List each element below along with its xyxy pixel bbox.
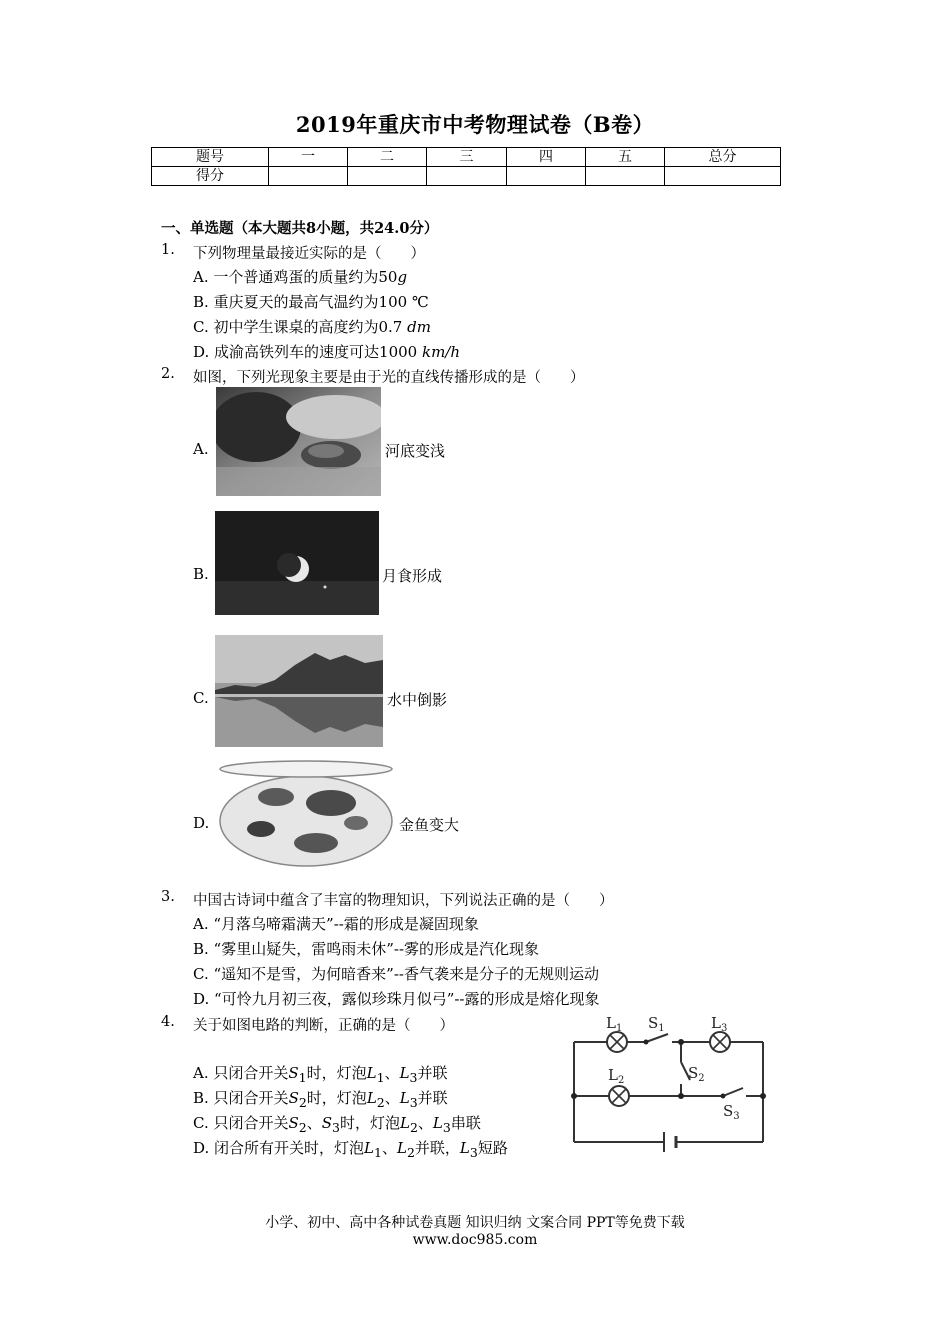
circuit-label-l3: $L_3$ bbox=[711, 1014, 728, 1034]
circuit-label-s1: $S_1$ bbox=[648, 1014, 665, 1034]
score-input-cell[interactable] bbox=[586, 167, 665, 186]
option-a[interactable]: A. “月落乌啼霜满天”--霜的形成是凝固现象 bbox=[193, 915, 479, 933]
symbol: S bbox=[288, 1114, 299, 1132]
score-input-cell[interactable] bbox=[269, 167, 348, 186]
option-text: 时，灯泡 bbox=[306, 1089, 367, 1107]
symbol: L bbox=[366, 1064, 377, 1082]
subscript: 1 bbox=[374, 1145, 382, 1160]
option-text: D. 成渝高铁列车的速度可达1000 bbox=[193, 343, 418, 361]
score-header-cell: 一 bbox=[269, 148, 348, 167]
score-table bbox=[151, 147, 781, 186]
option-c[interactable] bbox=[193, 1112, 481, 1135]
option-a[interactable] bbox=[193, 266, 407, 287]
option-d[interactable]: D. “可怜九月初三夜，露似珍珠月似弓”--露的形成是熔化现象 bbox=[193, 990, 600, 1008]
option-a[interactable] bbox=[193, 1062, 448, 1085]
score-row-label: 得分 bbox=[152, 167, 269, 186]
option-text: B. 重庆夏天的最高气温约为100 ℃ bbox=[193, 293, 429, 311]
subscript: 2 bbox=[376, 1095, 385, 1110]
score-input-cell[interactable] bbox=[507, 167, 586, 186]
score-header-cell: 三 bbox=[427, 148, 507, 167]
score-input-cell[interactable] bbox=[348, 167, 427, 186]
option-text: B. 只闭合开关 bbox=[193, 1089, 289, 1107]
circuit-label-l2: $L_2$ bbox=[608, 1066, 625, 1086]
footer-line-1: 小学、初中、高中各种试卷真题 知识归纳 文案合同 PPT等免费下载 bbox=[265, 1215, 685, 1231]
goldfish-bowl-photo bbox=[216, 759, 396, 868]
riverbed-photo bbox=[216, 387, 381, 496]
option-text: 时，灯泡 bbox=[339, 1114, 400, 1132]
symbol: S bbox=[321, 1114, 333, 1132]
subscript: 2 bbox=[298, 1095, 307, 1110]
option-c-letter[interactable]: C. bbox=[193, 689, 209, 707]
option-b-caption: 月食形成 bbox=[382, 567, 443, 585]
option-c-caption: 水中倒影 bbox=[387, 691, 448, 709]
option-unit: g bbox=[397, 268, 408, 286]
option-b[interactable]: B. “雾里山疑失，雷鸣雨未休”--雾的形成是汽化现象 bbox=[193, 940, 540, 958]
option-b-letter[interactable]: B. bbox=[193, 565, 209, 583]
page-title: 2019年重庆市中考物理试卷（B卷） bbox=[295, 112, 655, 137]
question-number: 3. bbox=[161, 889, 175, 905]
score-table-header-row bbox=[152, 148, 781, 167]
symbol: L bbox=[399, 1064, 410, 1082]
option-text: 串联 bbox=[450, 1114, 481, 1132]
option-text: C. 只闭合开关 bbox=[193, 1114, 289, 1132]
symbol: L bbox=[432, 1114, 443, 1132]
circuit-label-l1: $L_1$ bbox=[606, 1014, 623, 1034]
question-number: 1. bbox=[161, 242, 175, 258]
score-header-cell: 二 bbox=[348, 148, 427, 167]
option-d-caption: 金鱼变大 bbox=[399, 816, 460, 834]
score-input-cell[interactable] bbox=[427, 167, 507, 186]
footer-url[interactable]: www.doc985.com bbox=[412, 1232, 538, 1248]
subscript: 3 bbox=[469, 1145, 478, 1160]
symbol: L bbox=[364, 1139, 374, 1157]
option-text: 、 bbox=[384, 1089, 400, 1107]
option-text: 、 bbox=[306, 1114, 322, 1132]
circuit-diagram bbox=[568, 1010, 768, 1160]
question-text: 中国古诗词中蕴含了丰富的物理知识，下列说法正确的是（ ） bbox=[193, 893, 614, 909]
subscript: 2 bbox=[298, 1120, 307, 1135]
symbol: S bbox=[288, 1089, 299, 1107]
option-text: 并联 bbox=[417, 1089, 448, 1107]
subscript: 3 bbox=[409, 1095, 418, 1110]
subscript: 1 bbox=[298, 1070, 307, 1085]
score-input-cell[interactable] bbox=[665, 167, 781, 186]
option-d[interactable] bbox=[193, 341, 460, 362]
option-c[interactable] bbox=[193, 316, 431, 337]
option-text: 并联， bbox=[414, 1139, 460, 1157]
option-c[interactable]: C. “遥知不是雪，为何暗香来”--香气袭来是分子的无规则运动 bbox=[193, 965, 599, 983]
option-text: C. 初中学生课桌的高度约为0.7 bbox=[193, 318, 403, 336]
option-text: D. 闭合所有开关时，灯泡 bbox=[193, 1139, 365, 1157]
score-table-score-row bbox=[152, 167, 781, 186]
option-text: 、 bbox=[381, 1139, 397, 1157]
subscript: 3 bbox=[332, 1120, 340, 1135]
option-unit: km/h bbox=[421, 343, 461, 361]
circuit-label-s2: $S_2$ bbox=[688, 1064, 705, 1084]
option-text: 、 bbox=[384, 1064, 400, 1082]
question-text: 下列物理量最接近实际的是（ ） bbox=[193, 246, 425, 262]
score-header-cell: 五 bbox=[586, 148, 665, 167]
lunar-eclipse-photo bbox=[215, 511, 379, 615]
subscript: 3 bbox=[409, 1070, 418, 1085]
option-b[interactable] bbox=[193, 1087, 448, 1110]
symbol: L bbox=[459, 1139, 470, 1157]
option-text: A. 一个普通鸡蛋的质量约为50 bbox=[193, 268, 398, 286]
option-text: 短路 bbox=[477, 1139, 508, 1157]
option-text: 、 bbox=[417, 1114, 433, 1132]
symbol: S bbox=[288, 1064, 299, 1082]
subscript: 2 bbox=[406, 1145, 415, 1160]
option-text: 时，灯泡 bbox=[306, 1064, 367, 1082]
water-reflection-photo bbox=[215, 635, 383, 747]
symbol: L bbox=[396, 1139, 407, 1157]
subscript: 1 bbox=[376, 1070, 385, 1085]
option-a-caption: 河底变浅 bbox=[385, 442, 446, 460]
section-heading: 一、单选题（本大题共8小题，共24.0分） bbox=[161, 220, 439, 237]
symbol: L bbox=[366, 1089, 377, 1107]
score-header-cell: 题号 bbox=[152, 148, 269, 167]
option-a-letter[interactable]: A. bbox=[193, 440, 209, 458]
question-text: 关于如图电路的判断，正确的是（ ） bbox=[193, 1018, 454, 1034]
score-header-cell: 四 bbox=[507, 148, 586, 167]
score-header-cell: 总分 bbox=[665, 148, 781, 167]
question-text: 如图，下列光现象主要是由于光的直线传播形成的是（ ） bbox=[193, 370, 585, 386]
option-d-letter[interactable]: D. bbox=[193, 814, 210, 832]
question-number: 4. bbox=[161, 1014, 175, 1030]
subscript: 3 bbox=[442, 1120, 451, 1135]
option-text: 并联 bbox=[417, 1064, 448, 1082]
question-number: 2. bbox=[161, 366, 175, 382]
symbol: L bbox=[399, 1089, 410, 1107]
option-b[interactable] bbox=[193, 291, 429, 312]
option-text: A. 只闭合开关 bbox=[193, 1064, 289, 1082]
symbol: L bbox=[399, 1114, 410, 1132]
subscript: 2 bbox=[409, 1120, 418, 1135]
option-d[interactable] bbox=[193, 1137, 508, 1160]
circuit-label-s3: $S_3$ bbox=[723, 1102, 740, 1122]
option-unit: dm bbox=[407, 318, 431, 336]
